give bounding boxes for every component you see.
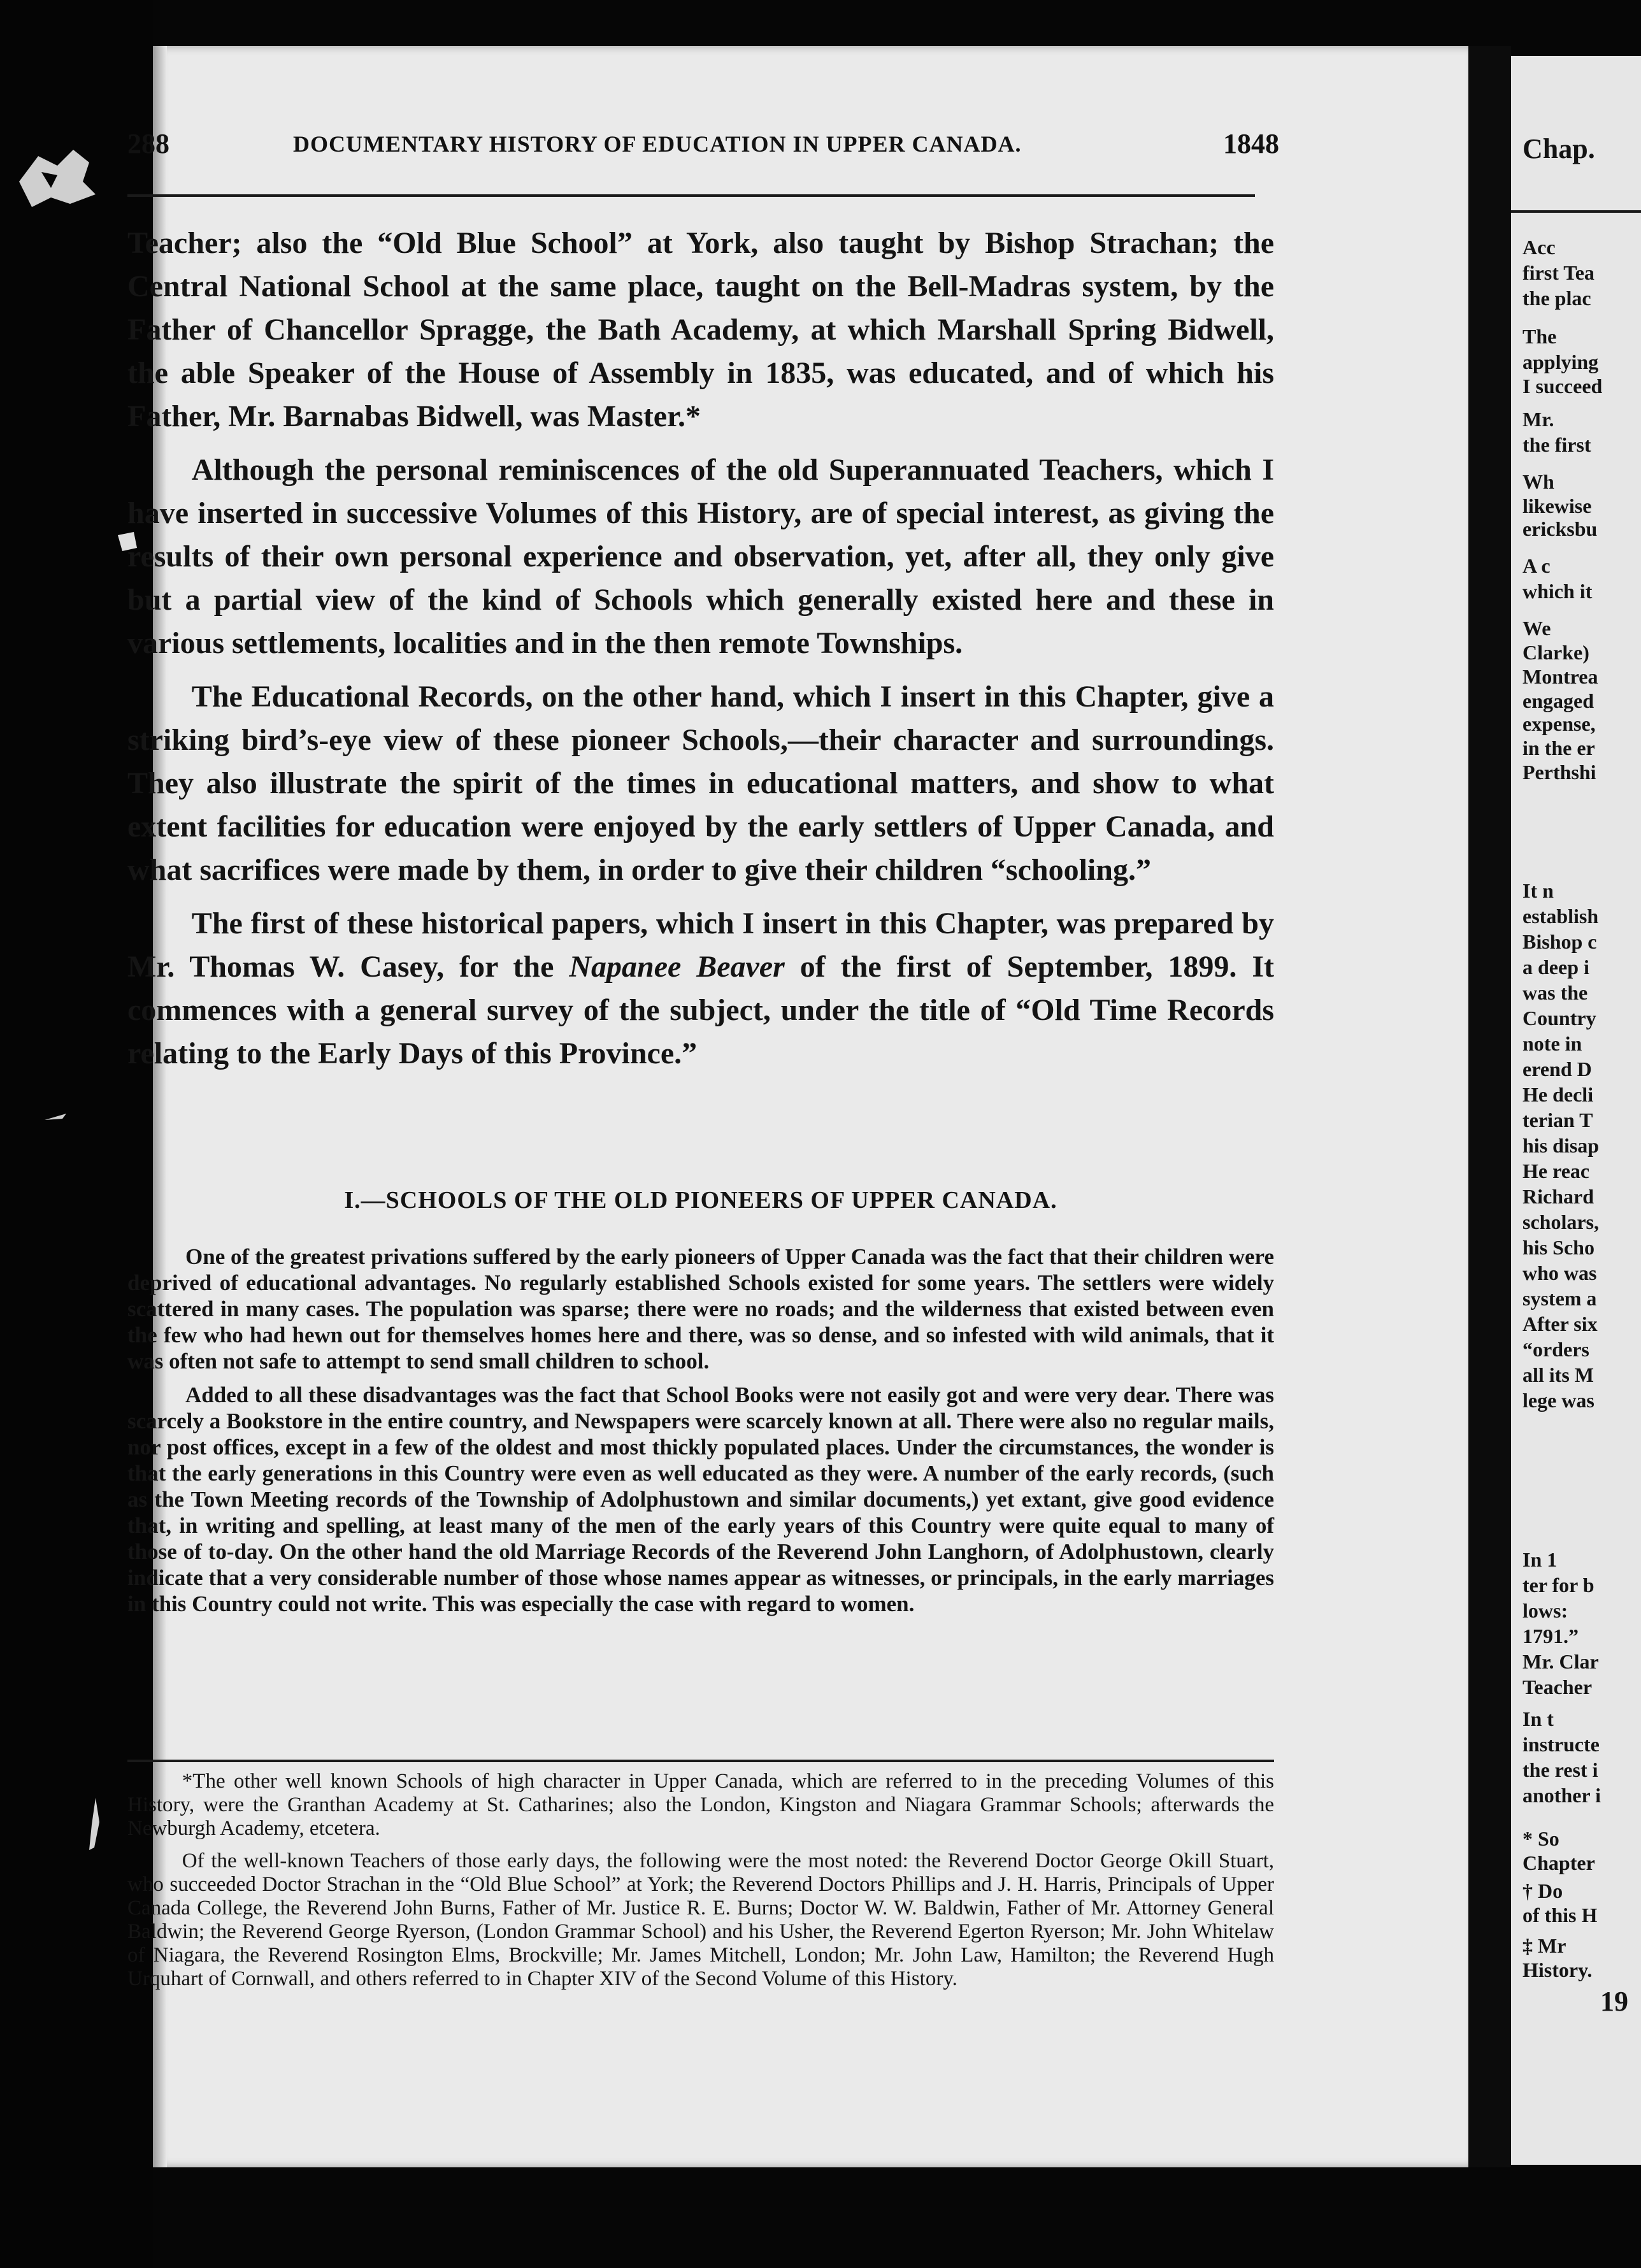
book-gutter: [1468, 46, 1511, 2167]
paper-fragment-top: [13, 143, 102, 213]
facing-page-line: * So: [1523, 1827, 1559, 1850]
facing-page-line: terian T: [1523, 1109, 1593, 1131]
header-rule: [127, 194, 1255, 197]
facing-page-line: History.: [1523, 1958, 1593, 1981]
facing-page-line: all its M: [1523, 1363, 1594, 1386]
newspaper-title: Napanee Beaver: [569, 950, 785, 984]
facing-page-rule: [1511, 210, 1641, 213]
facing-page-line: He reac: [1523, 1159, 1590, 1182]
facing-page-line: Richard: [1523, 1185, 1594, 1208]
facing-page-line: was the: [1523, 981, 1588, 1004]
footnote: Of the well-known Teachers of those early days, the following were the most noted: the Reverend Doctor George Okill Stuart, who succeeded Doctor Strachan in the “Old Blue School” at York; the Reverend Doctors Phillips and J. H. Harris, Principals of Upper Canada College, the Reverend John Burns, Father of Mr. Justice R. E. Burns; Doctor W. W. Baldwin, Father of Mr. Attorney General Baldwin; the Reverend George Ryerson, (London Grammar School) and his Usher, the Reverend Egerton Ryerson; Mr. John Whitelaw of Niagara, the Reverend Rosington Elms, Brockville; Mr. James Mitchell, London; Mr. John Law, Hamilton; the Reverend Hugh Urquhart of Cornwall, and others referred to in Chapter XIV of the Second Volume of this History.: [127, 1849, 1274, 1990]
facing-page-line: his Scho: [1523, 1236, 1594, 1259]
facing-page-line: system a: [1523, 1287, 1597, 1310]
paragraph: [127, 902, 1274, 1075]
paper-fragment-low: [43, 1109, 69, 1128]
header-year: 1848: [1223, 128, 1279, 159]
facing-page-line: It n: [1523, 879, 1554, 902]
facing-page-line: engaged: [1523, 689, 1594, 712]
facing-page-line: “orders: [1523, 1338, 1589, 1361]
facing-page-line: After six: [1523, 1312, 1598, 1335]
facing-page-line: Mr. Clar: [1523, 1650, 1599, 1673]
facing-page-line: In 1: [1523, 1548, 1558, 1571]
facing-page-line: erend D: [1523, 1058, 1592, 1080]
paragraph: Although the personal reminiscences of the old Superannuated Teachers, which I have inserted in successive Volumes of this History, are of special interest, as giving the results of their own personal experience and observation, yet, after all, they only give but a partial view of the kind of Schools which generally existed here and these in various settlements, localities and in the then remote Townships.: [127, 453, 1274, 660]
paragraph-text: of the first of September, 1899. It commences with a general survey of the subject, under the title of “Old Time Records relating to the Early Days of this Province.”: [127, 950, 1274, 1070]
paragraph: Teacher; also the “Old Blue School” at York, also taught by Bishop Strachan; the Central National School at the same place, taught on the Bell-Madras system, by the Father of Chancellor Spragge, the Bath Academy, at which Marshall Spring Bidwell, the able Speaker of the House of Assembly in 1835, was educated, and of which his Father, Mr. Barnabas Bidwell, was Master.*: [127, 226, 1274, 433]
facing-page-line: who was: [1523, 1261, 1597, 1284]
facing-page-line: I succeed: [1523, 375, 1603, 398]
facing-page-line: instructe: [1523, 1733, 1600, 1756]
facing-page-line: first Tea: [1523, 261, 1594, 284]
paragraph: Added to all these disadvantages was the fact that School Books were not easily got and were very dear. There was scarcely a Bookstore in the entire country, and Newspapers were scarcely known at all. There were also no regular mails, nor post offices, except in a few of the oldest and most thickly populated places. Under the circumstances, the wonder is that the early generations in this Country were even as well educated as they were. A number of the early records, (such as the Town Meeting records of the Township of Adolphustown and similar documents,) yet extant, give good evidence that, in writing and spelling, at least many of the men of the early years of this Country were quite equal to many of those of to-day. On the other hand the old Marriage Records of the Reverend John Langhorn, of Adolphustown, clearly indicate that a very considerable number of those whose names appear as witnesses, or principals, in the early marriages in this Country could not write. This was especially the case with regard to women.: [127, 1382, 1274, 1616]
facing-page-line: applying: [1523, 350, 1599, 373]
facing-page-line: his disap: [1523, 1134, 1600, 1157]
facing-page-line: establish: [1523, 905, 1599, 928]
facing-page-line: Mr.: [1523, 408, 1554, 431]
facing-page-line: ‡ Mr: [1523, 1934, 1566, 1957]
facing-page-line: Montrea: [1523, 665, 1598, 688]
facing-page-line: note in: [1523, 1032, 1582, 1055]
paper-fragment-bottom: [83, 1797, 108, 1854]
facing-page-line: The: [1523, 325, 1557, 348]
facing-page-line: lege was: [1523, 1389, 1594, 1412]
facing-page-line: the first: [1523, 433, 1591, 456]
paragraph-text: The first of these historical papers, which I insert in this Chapter, was prepared by Mr. Thomas W. Casey, for the: [127, 907, 1274, 984]
page-number: 288: [127, 128, 169, 159]
paragraph: One of the greatest privations suffered by the early pioneers of Upper Canada was the fact that their children were deprived of educational advantages. No regularly established Schools existed for some years. The settlers were widely scattered in many cases. The population was sparse; there were no roads; and the wilderness that existed between even the few who had hewn out for themselves homes here and there, was so dense, and so infested with wild animals, that it was often not safe to attempt to send small children to school.: [127, 1244, 1274, 1374]
facing-page-header: Chap.: [1523, 133, 1595, 164]
paragraph: The Educational Records, on the other hand, which I insert in this Chapter, give a striking bird’s-eye view of these pioneer Schools,—their character and surroundings. They also illustrate the spirit of the times in educational matters, and show to what extent facilities for education were enjoyed by the early settlers of Upper Canada, and what sacrifices were made by them, in order to give their children “schooling.”: [127, 680, 1274, 887]
facing-page-line: ericksbu: [1523, 517, 1598, 540]
facing-page-line: a deep i: [1523, 956, 1589, 979]
facing-page-line: Acc: [1523, 236, 1556, 259]
section-text: [127, 1244, 1274, 1625]
facing-page-line: likewise: [1523, 494, 1592, 517]
facing-page-line: † Do: [1523, 1879, 1563, 1902]
facing-page-line: another i: [1523, 1784, 1601, 1807]
facing-page-line: scholars,: [1523, 1210, 1599, 1233]
main-text: [127, 222, 1274, 1086]
facing-page-line: 1791.”: [1523, 1625, 1579, 1647]
facing-page-line: In t: [1523, 1707, 1554, 1730]
facing-page-line: Chapter: [1523, 1851, 1595, 1874]
facing-page-line: of this H: [1523, 1904, 1598, 1927]
facing-page-line: 19: [1600, 1986, 1628, 2017]
facing-page-line: lows:: [1523, 1599, 1568, 1622]
facing-page-line: Perthshi: [1523, 761, 1596, 784]
facing-page-line: Wh: [1523, 470, 1554, 493]
facing-page-line: expense,: [1523, 712, 1596, 735]
facing-page-line: which it: [1523, 580, 1593, 603]
facing-page-line: Bishop c: [1523, 930, 1597, 953]
facing-page-line: the plac: [1523, 287, 1591, 310]
footnote-rule: [127, 1760, 1274, 1762]
facing-page-line: A c: [1523, 554, 1551, 577]
section-heading: I.—SCHOOLS OF THE OLD PIONEERS OF UPPER CANADA.: [344, 1187, 1057, 1214]
facing-page-line: Clarke): [1523, 641, 1589, 664]
footnote: *The other well known Schools of high character in Upper Canada, which are referred to in the preceding Volumes of this History, were the Granthan Academy at St. Catharines; also the London, Kingston and Niagara Grammar Schools; afterwards the Newburgh Academy, etcetera.: [127, 1770, 1274, 1840]
facing-page-line: We: [1523, 617, 1551, 640]
facing-page-line: the rest i: [1523, 1758, 1598, 1781]
footnotes: [127, 1770, 1274, 2000]
facing-page-line: in the er: [1523, 736, 1595, 759]
running-title: DOCUMENTARY HISTORY OF EDUCATION IN UPPER CANADA.: [293, 131, 1022, 157]
facing-page-line: Teacher: [1523, 1676, 1593, 1698]
facing-page-line: ter for b: [1523, 1574, 1594, 1597]
facing-page-line: Country: [1523, 1007, 1596, 1030]
facing-page-line: He decli: [1523, 1083, 1594, 1106]
facing-page-fragment: [1511, 56, 1641, 2165]
